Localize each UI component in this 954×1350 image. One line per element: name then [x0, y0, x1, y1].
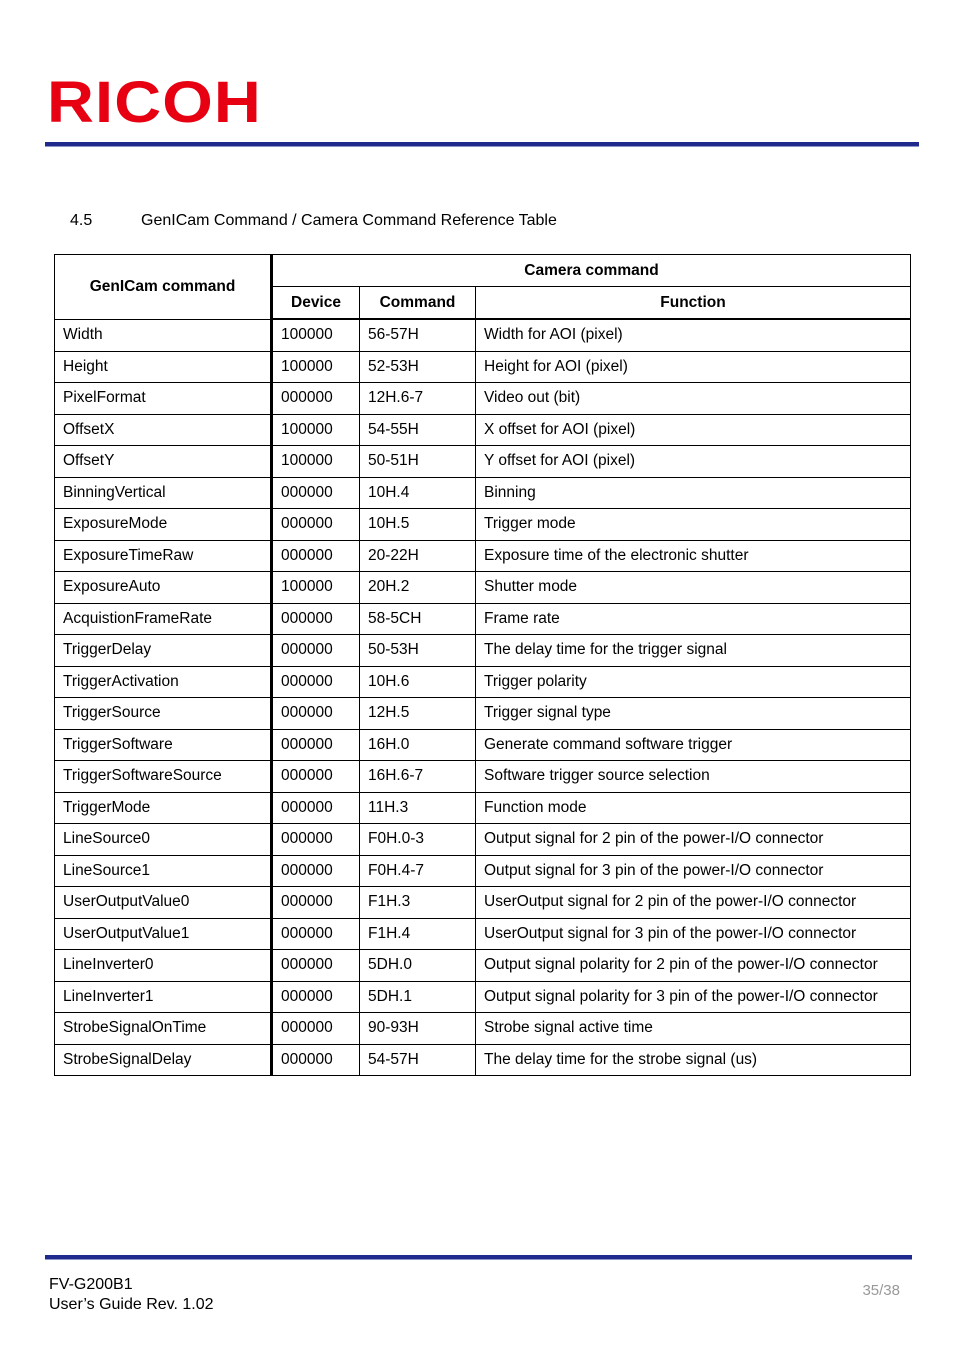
table-row	[55, 383, 911, 415]
cell-command: 5DH.1	[360, 981, 476, 1013]
cell-genicam-command: Height	[55, 351, 272, 383]
table-row	[55, 635, 911, 667]
cell-device: 100000	[272, 572, 360, 604]
cell-command: F0H.0-3	[360, 824, 476, 856]
cell-genicam-command: TriggerActivation	[55, 666, 272, 698]
cell-command: 12H.5	[360, 698, 476, 730]
table-row	[55, 918, 911, 950]
cell-function: Output signal for 2 pin of the power-I/O connector	[476, 824, 911, 856]
header-device: Device	[272, 287, 360, 320]
cell-command: 50-51H	[360, 446, 476, 478]
table-row	[55, 824, 911, 856]
header-rule	[45, 142, 919, 147]
cell-device: 000000	[272, 1013, 360, 1045]
cell-genicam-command: LineSource1	[55, 855, 272, 887]
cell-function: Function mode	[476, 792, 911, 824]
cell-genicam-command: LineInverter0	[55, 950, 272, 982]
cell-genicam-command: TriggerMode	[55, 792, 272, 824]
table-row	[55, 446, 911, 478]
table-row	[55, 540, 911, 572]
cell-function: Trigger polarity	[476, 666, 911, 698]
cell-genicam-command: AcquistionFrameRate	[55, 603, 272, 635]
cell-device: 000000	[272, 383, 360, 415]
cell-genicam-command: Width	[55, 319, 272, 351]
cell-command: 10H.6	[360, 666, 476, 698]
cell-device: 000000	[272, 540, 360, 572]
cell-command: 16H.6-7	[360, 761, 476, 793]
header-camera-command: Camera command	[272, 255, 911, 287]
cell-genicam-command: ExposureMode	[55, 509, 272, 541]
cell-function: Output signal for 3 pin of the power-I/O connector	[476, 855, 911, 887]
table-row	[55, 855, 911, 887]
table-row	[55, 351, 911, 383]
cell-function: UserOutput signal for 2 pin of the power-I/O connector	[476, 887, 911, 919]
cell-command: F0H.4-7	[360, 855, 476, 887]
cell-device: 100000	[272, 319, 360, 351]
cell-command: 5DH.0	[360, 950, 476, 982]
section-title: GenICam Command / Camera Command Reference Table	[141, 212, 557, 229]
table-row	[55, 792, 911, 824]
table-row	[55, 666, 911, 698]
cell-function: Exposure time of the electronic shutter	[476, 540, 911, 572]
table-row	[55, 698, 911, 730]
cell-genicam-command: OffsetX	[55, 414, 272, 446]
page-number: 35/38	[862, 1282, 900, 1299]
cell-genicam-command: LineInverter1	[55, 981, 272, 1013]
cell-function: Frame rate	[476, 603, 911, 635]
cell-function: The delay time for the trigger signal	[476, 635, 911, 667]
cell-genicam-command: ExposureAuto	[55, 572, 272, 604]
cell-function: Video out (bit)	[476, 383, 911, 415]
cell-device: 000000	[272, 918, 360, 950]
cell-command: 10H.4	[360, 477, 476, 509]
cell-command: 90-93H	[360, 1013, 476, 1045]
cell-function: Width for AOI (pixel)	[476, 319, 911, 351]
cell-device: 000000	[272, 824, 360, 856]
table-row	[55, 1013, 911, 1045]
cell-command: 50-53H	[360, 635, 476, 667]
cell-device: 000000	[272, 477, 360, 509]
cell-function: UserOutput signal for 3 pin of the power-I/O connector	[476, 918, 911, 950]
cell-function: Binning	[476, 477, 911, 509]
table-row	[55, 477, 911, 509]
table-row	[55, 572, 911, 604]
cell-function: Software trigger source selection	[476, 761, 911, 793]
cell-command: 58-5CH	[360, 603, 476, 635]
table-row	[55, 319, 911, 351]
cell-command: 20-22H	[360, 540, 476, 572]
cell-function: Shutter mode	[476, 572, 911, 604]
ricoh-logo: RICOH	[47, 70, 262, 135]
cell-function: Y offset for AOI (pixel)	[476, 446, 911, 478]
cell-device: 000000	[272, 603, 360, 635]
cell-genicam-command: OffsetY	[55, 446, 272, 478]
cell-function: Output signal polarity for 2 pin of the power-I/O connector	[476, 950, 911, 982]
footer-info	[49, 1275, 214, 1315]
cell-command: 10H.5	[360, 509, 476, 541]
cell-genicam-command: ExposureTimeRaw	[55, 540, 272, 572]
command-reference-table	[54, 254, 911, 1076]
cell-command: 54-57H	[360, 1044, 476, 1076]
footer-guide: User’s Guide Rev. 1.02	[49, 1296, 214, 1313]
table-row	[55, 414, 911, 446]
cell-device: 000000	[272, 666, 360, 698]
cell-device: 000000	[272, 950, 360, 982]
cell-function: X offset for AOI (pixel)	[476, 414, 911, 446]
cell-device: 000000	[272, 792, 360, 824]
cell-genicam-command: TriggerSource	[55, 698, 272, 730]
table-row	[55, 509, 911, 541]
section-number: 4.5	[70, 212, 93, 229]
cell-function: Strobe signal active time	[476, 1013, 911, 1045]
cell-genicam-command: TriggerSoftware	[55, 729, 272, 761]
cell-device: 000000	[272, 729, 360, 761]
cell-command: F1H.4	[360, 918, 476, 950]
cell-command: 12H.6-7	[360, 383, 476, 415]
cell-device: 000000	[272, 698, 360, 730]
cell-genicam-command: BinningVertical	[55, 477, 272, 509]
cell-genicam-command: LineSource0	[55, 824, 272, 856]
cell-device: 000000	[272, 1044, 360, 1076]
table-row	[55, 887, 911, 919]
cell-device: 000000	[272, 635, 360, 667]
cell-function: Output signal polarity for 3 pin of the power-I/O connector	[476, 981, 911, 1013]
cell-genicam-command: PixelFormat	[55, 383, 272, 415]
table-row	[55, 950, 911, 982]
table-row	[55, 1044, 911, 1076]
cell-genicam-command: StrobeSignalOnTime	[55, 1013, 272, 1045]
cell-command: 56-57H	[360, 319, 476, 351]
header-function: Function	[476, 287, 911, 320]
table-row	[55, 761, 911, 793]
cell-device: 000000	[272, 855, 360, 887]
footer-rule	[45, 1255, 912, 1260]
header-genicam-command: GenICam command	[55, 255, 272, 320]
cell-device: 100000	[272, 414, 360, 446]
cell-device: 000000	[272, 509, 360, 541]
cell-device: 100000	[272, 351, 360, 383]
table-row	[55, 981, 911, 1013]
cell-genicam-command: UserOutputValue1	[55, 918, 272, 950]
cell-function: Trigger mode	[476, 509, 911, 541]
cell-function: Trigger signal type	[476, 698, 911, 730]
cell-command: F1H.3	[360, 887, 476, 919]
cell-command: 16H.0	[360, 729, 476, 761]
cell-genicam-command: TriggerSoftwareSource	[55, 761, 272, 793]
cell-command: 52-53H	[360, 351, 476, 383]
cell-device: 000000	[272, 887, 360, 919]
cell-function: Generate command software trigger	[476, 729, 911, 761]
cell-command: 20H.2	[360, 572, 476, 604]
cell-function: The delay time for the strobe signal (us)	[476, 1044, 911, 1076]
footer-model: FV-G200B1	[49, 1276, 133, 1293]
cell-function: Height for AOI (pixel)	[476, 351, 911, 383]
table-row	[55, 729, 911, 761]
cell-device: 000000	[272, 981, 360, 1013]
table-row	[55, 603, 911, 635]
cell-genicam-command: StrobeSignalDelay	[55, 1044, 272, 1076]
cell-command: 11H.3	[360, 792, 476, 824]
cell-genicam-command: UserOutputValue0	[55, 887, 272, 919]
cell-device: 100000	[272, 446, 360, 478]
cell-command: 54-55H	[360, 414, 476, 446]
table-body	[55, 319, 911, 1076]
header-command: Command	[360, 287, 476, 320]
cell-genicam-command: TriggerDelay	[55, 635, 272, 667]
cell-device: 000000	[272, 761, 360, 793]
